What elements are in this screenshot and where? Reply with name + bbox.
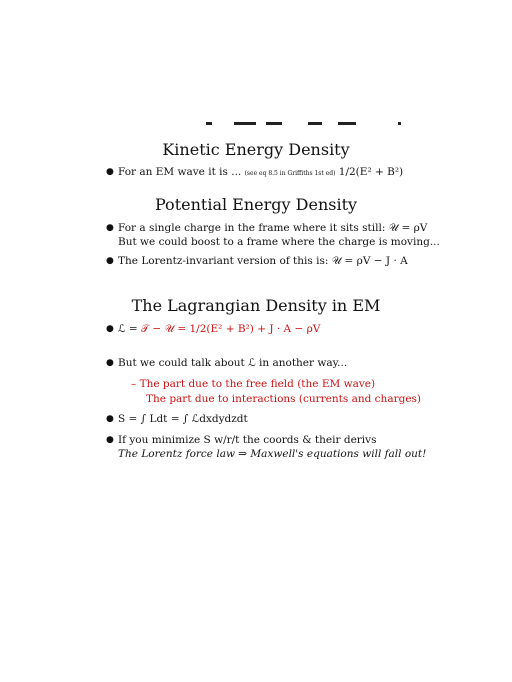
lagrangian-bullet-4 bbox=[106, 433, 427, 461]
potential-bullet-1 bbox=[106, 221, 440, 249]
bullet-marker: ● bbox=[106, 256, 114, 266]
lagrangian-b2-text: But we could talk about ℒ in another way... bbox=[118, 357, 348, 369]
cropped-text-fragment bbox=[398, 122, 401, 125]
section-heading-lagrangian: The Lagrangian Density in EM bbox=[131, 296, 381, 315]
lagrangian-bullet-2 bbox=[106, 356, 348, 370]
potential-b1-line1: For a single charge in the frame where it sits still: 𝒰 = ρV bbox=[118, 222, 428, 234]
lagrangian-sub-2: The part due to interactions (currents and charges) bbox=[146, 393, 422, 405]
kinetic-b1-prefix: For an EM wave it is ... bbox=[118, 166, 242, 178]
potential-bullet-2 bbox=[106, 254, 408, 268]
lagrangian-b1-red: 𝒯 − 𝒰 = 1/2(E² + B²) + J · A − ρV bbox=[141, 323, 321, 335]
lagrangian-bullet-1 bbox=[106, 322, 321, 336]
lagrangian-b1-black: ℒ = bbox=[118, 323, 142, 335]
cropped-text-fragment bbox=[308, 122, 322, 125]
lagrangian-b4-line1: If you minimize S w/r/t the coords & their derivs bbox=[118, 434, 377, 446]
lagrangian-b4-line2: The Lorentz force law ⇒ Maxwell's equations will fall out! bbox=[118, 448, 427, 460]
kinetic-b1-small: (see eq 8.5 in Griffiths 1st ed) bbox=[244, 170, 336, 177]
bullet-marker: ● bbox=[106, 358, 114, 368]
potential-b1-line2: But we could boost to a frame where the charge is moving... bbox=[118, 236, 440, 248]
kinetic-bullet-1 bbox=[106, 165, 404, 181]
bullet-marker: ● bbox=[106, 435, 114, 445]
bullet-marker: ● bbox=[106, 223, 114, 233]
kinetic-b1-formula: 1/2(E² + B²) bbox=[338, 166, 404, 178]
bullet-marker: ● bbox=[106, 414, 114, 424]
section-heading-potential: Potential Energy Density bbox=[154, 195, 358, 214]
bullet-marker: ● bbox=[106, 167, 114, 177]
lagrangian-bullet-3 bbox=[106, 412, 248, 426]
bullet-marker: ● bbox=[106, 324, 114, 334]
lagrangian-sub-1: – The part due to the free field (the EM wave) bbox=[131, 378, 376, 390]
cropped-text-fragment bbox=[338, 122, 356, 125]
cropped-text-fragment bbox=[206, 122, 212, 125]
potential-b2-text: The Lorentz-invariant version of this is: 𝒰 = ρV − J · A bbox=[118, 255, 408, 267]
lagrangian-b3-text: S = ∫ Ldt = ∫ ℒdxdydzdt bbox=[118, 413, 248, 425]
cropped-text-fragment bbox=[234, 122, 256, 125]
section-heading-kinetic: Kinetic Energy Density bbox=[162, 140, 350, 159]
cropped-text-fragment bbox=[266, 122, 282, 125]
